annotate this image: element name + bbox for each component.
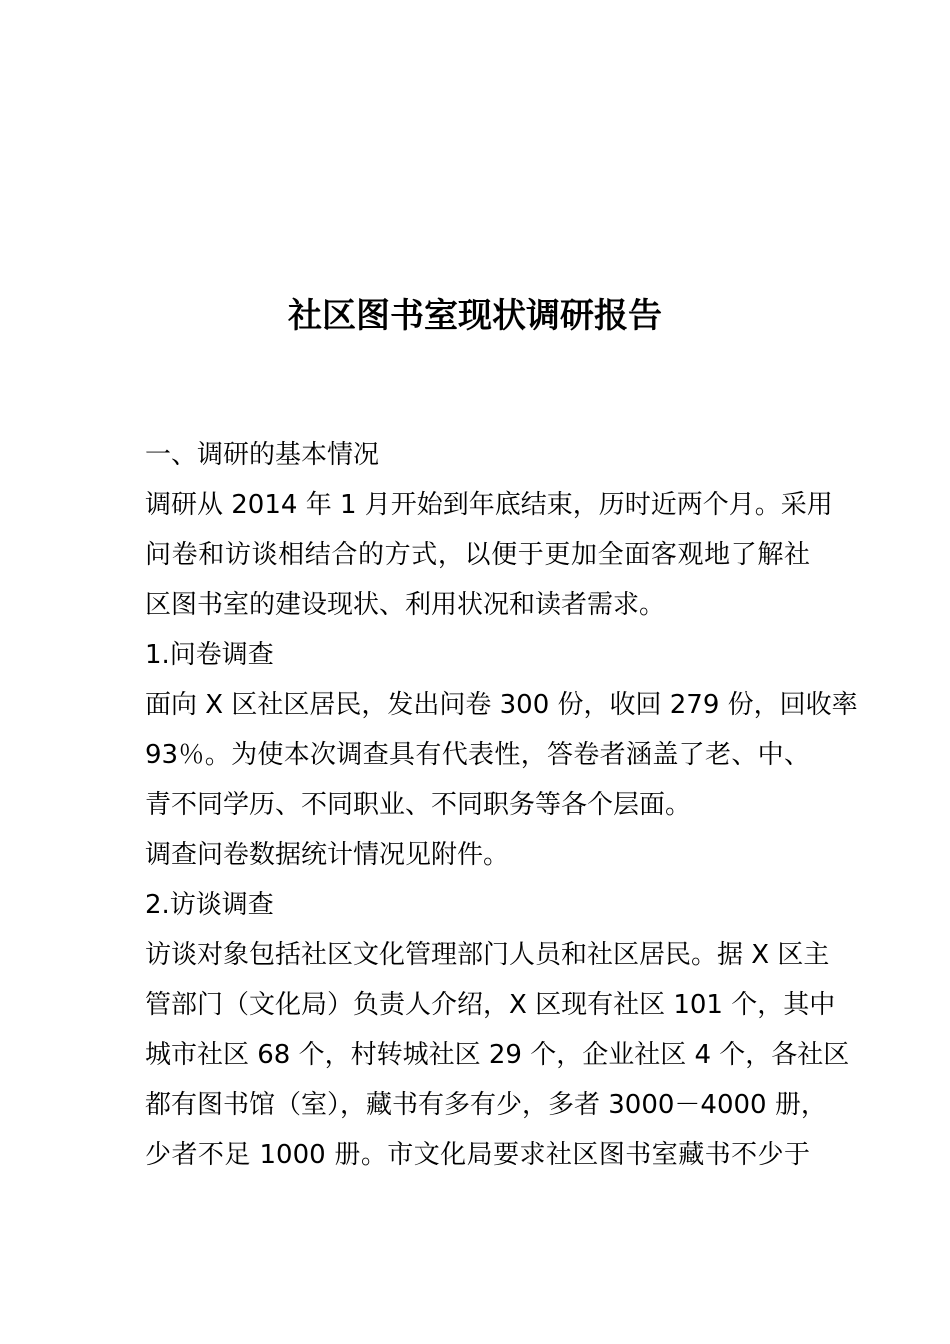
- paragraph-line: 城市社区 68 个，村转城社区 29 个，企业社区 4 个，各社区: [145, 1040, 850, 1070]
- paragraph-line: 问卷和访谈相结合的方式，以便于更加全面客观地了解社: [145, 540, 810, 570]
- paragraph-line: 面向 X 区社区居民，发出问卷 300 份，收回 279 份，回收率: [145, 690, 858, 720]
- paragraph-line: 青不同学历、不同职业、不同职务等各个层面。: [145, 790, 692, 820]
- paragraph-line: 访谈对象包括社区文化管理部门人员和社区居民。据 X 区主: [145, 940, 830, 970]
- subheading-questionnaire: 1.问卷调查: [145, 640, 274, 670]
- document-title: 社区图书室现状调研报告: [288, 296, 662, 336]
- paragraph-line: 调查问卷数据统计情况见附件。: [145, 840, 510, 870]
- document-body: [145, 430, 858, 1180]
- paragraph-line: 调研从 2014 年 1 月开始到年底结束，历时近两个月。采用: [145, 490, 833, 520]
- subheading-interview: 2.访谈调查: [145, 890, 274, 920]
- paragraph-line: 93％。为使本次调查具有代表性，答卷者涵盖了老、中、: [145, 740, 810, 770]
- section-heading-basic-situation: 一、调研的基本情况: [145, 440, 380, 470]
- paragraph-line: 区图书室的建设现状、利用状况和读者需求。: [145, 590, 666, 620]
- paragraph-line: 少者不足 1000 册。市文化局要求社区图书室藏书不少于: [145, 1140, 810, 1170]
- paragraph-line: 都有图书馆（室），藏书有多有少，多者 3000－4000 册，: [145, 1090, 827, 1120]
- paragraph-line: 管部门（文化局）负责人介绍，X 区现有社区 101 个，其中: [145, 990, 836, 1020]
